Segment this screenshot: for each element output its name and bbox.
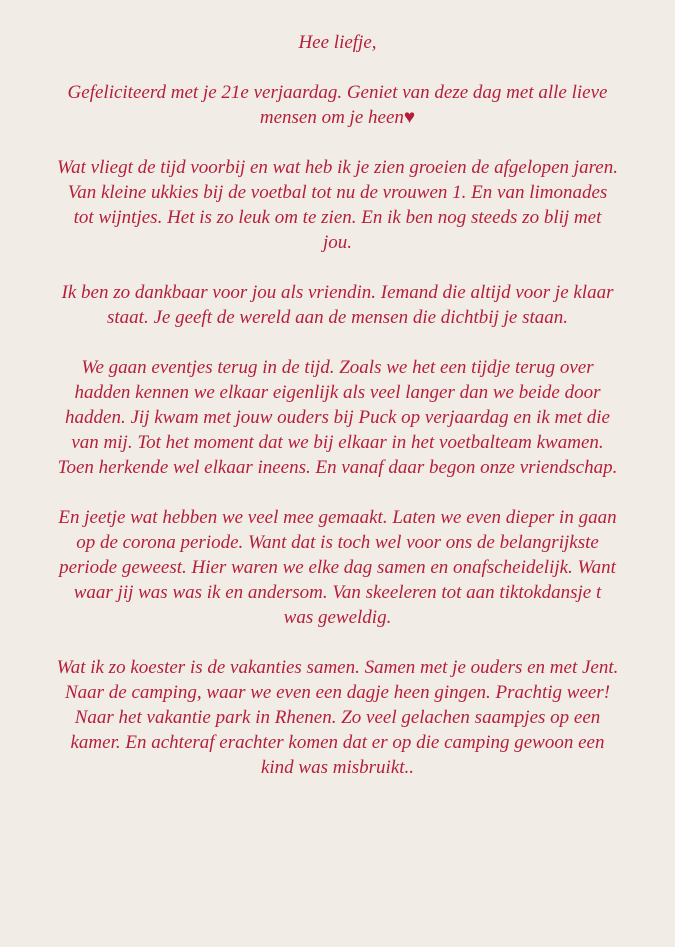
text-line: staat. Je geeft de wereld aan de mensen die dichtbij je staan. <box>107 307 568 328</box>
text-line: Naar het vakantie park in Rhenen. Zo veel gelachen saampjes op een <box>74 707 601 728</box>
paragraph-history <box>24 355 651 480</box>
text-line: Ik ben zo dankbaar voor jou als vriendin. Iemand die altijd voor je klaar <box>61 282 614 303</box>
text-line: van mij. Tot het moment dat we bij elkaar in het voetbalteam kwamen. <box>71 432 604 453</box>
text-fragment: mensen om je heen <box>259 107 404 128</box>
text-line-with-heart <box>24 105 651 130</box>
text-line: waar jij was was ik en andersom. Van skeeleren tot aan tiktokdansje t <box>73 582 602 603</box>
text-line: op de corona periode. Want dat is toch wel voor ons de belangrijkste <box>76 532 599 553</box>
text-line: We gaan eventjes terug in de tijd. Zoals we het een tijdje terug over <box>81 357 594 378</box>
text-line: periode geweest. Hier waren we elke dag samen en onafscheidelijk. Want <box>59 557 616 578</box>
text-line: hadden kennen we elkaar eigenlijk als veel langer dan we beide door <box>74 382 601 403</box>
text-line: tot wijntjes. Het is zo leuk om te zien. En ik ben nog steeds zo blij met <box>73 207 602 228</box>
text-line: Gefeliciteerd met je 21e verjaardag. Geniet van deze dag met alle lieve <box>67 82 608 103</box>
text-line: En jeetje wat hebben we veel mee gemaakt. Laten we even dieper in gaan <box>58 507 617 528</box>
paragraph-birthday <box>24 80 651 130</box>
text-line: jou. <box>322 232 353 253</box>
text-line: was geweldig. <box>283 607 392 628</box>
text-line: kamer. En achteraf erachter komen dat er op die camping gewoon een <box>70 732 605 753</box>
greeting-line: Hee liefje, <box>298 32 377 53</box>
letter <box>0 30 675 805</box>
paragraph-gratitude <box>24 280 651 330</box>
text-line: Naar de camping, waar we even een dagje heen gingen. Prachtig weer! <box>64 682 611 703</box>
text-line: Van kleine ukkies bij de voetbal tot nu de vrouwen 1. En van limonades <box>67 182 608 203</box>
paragraph-corona <box>24 505 651 630</box>
greeting <box>24 30 651 55</box>
paragraph-time <box>24 155 651 255</box>
text-line: Toen herkende wel elkaar ineens. En vanaf daar begon onze vriendschap. <box>57 457 618 478</box>
paragraph-holidays <box>24 655 651 780</box>
text-line: hadden. Jij kwam met jouw ouders bij Puck op verjaardag en ik met die <box>65 407 610 428</box>
text-line: Wat ik zo koester is de vakanties samen. Samen met je ouders en met Jent. <box>56 657 619 678</box>
text-line: kind was misbruikt.. <box>260 757 415 778</box>
text-line: Wat vliegt de tijd voorbij en wat heb ik je zien groeien de afgelopen jaren. <box>57 157 618 178</box>
heart-icon: ♥ <box>403 107 416 128</box>
